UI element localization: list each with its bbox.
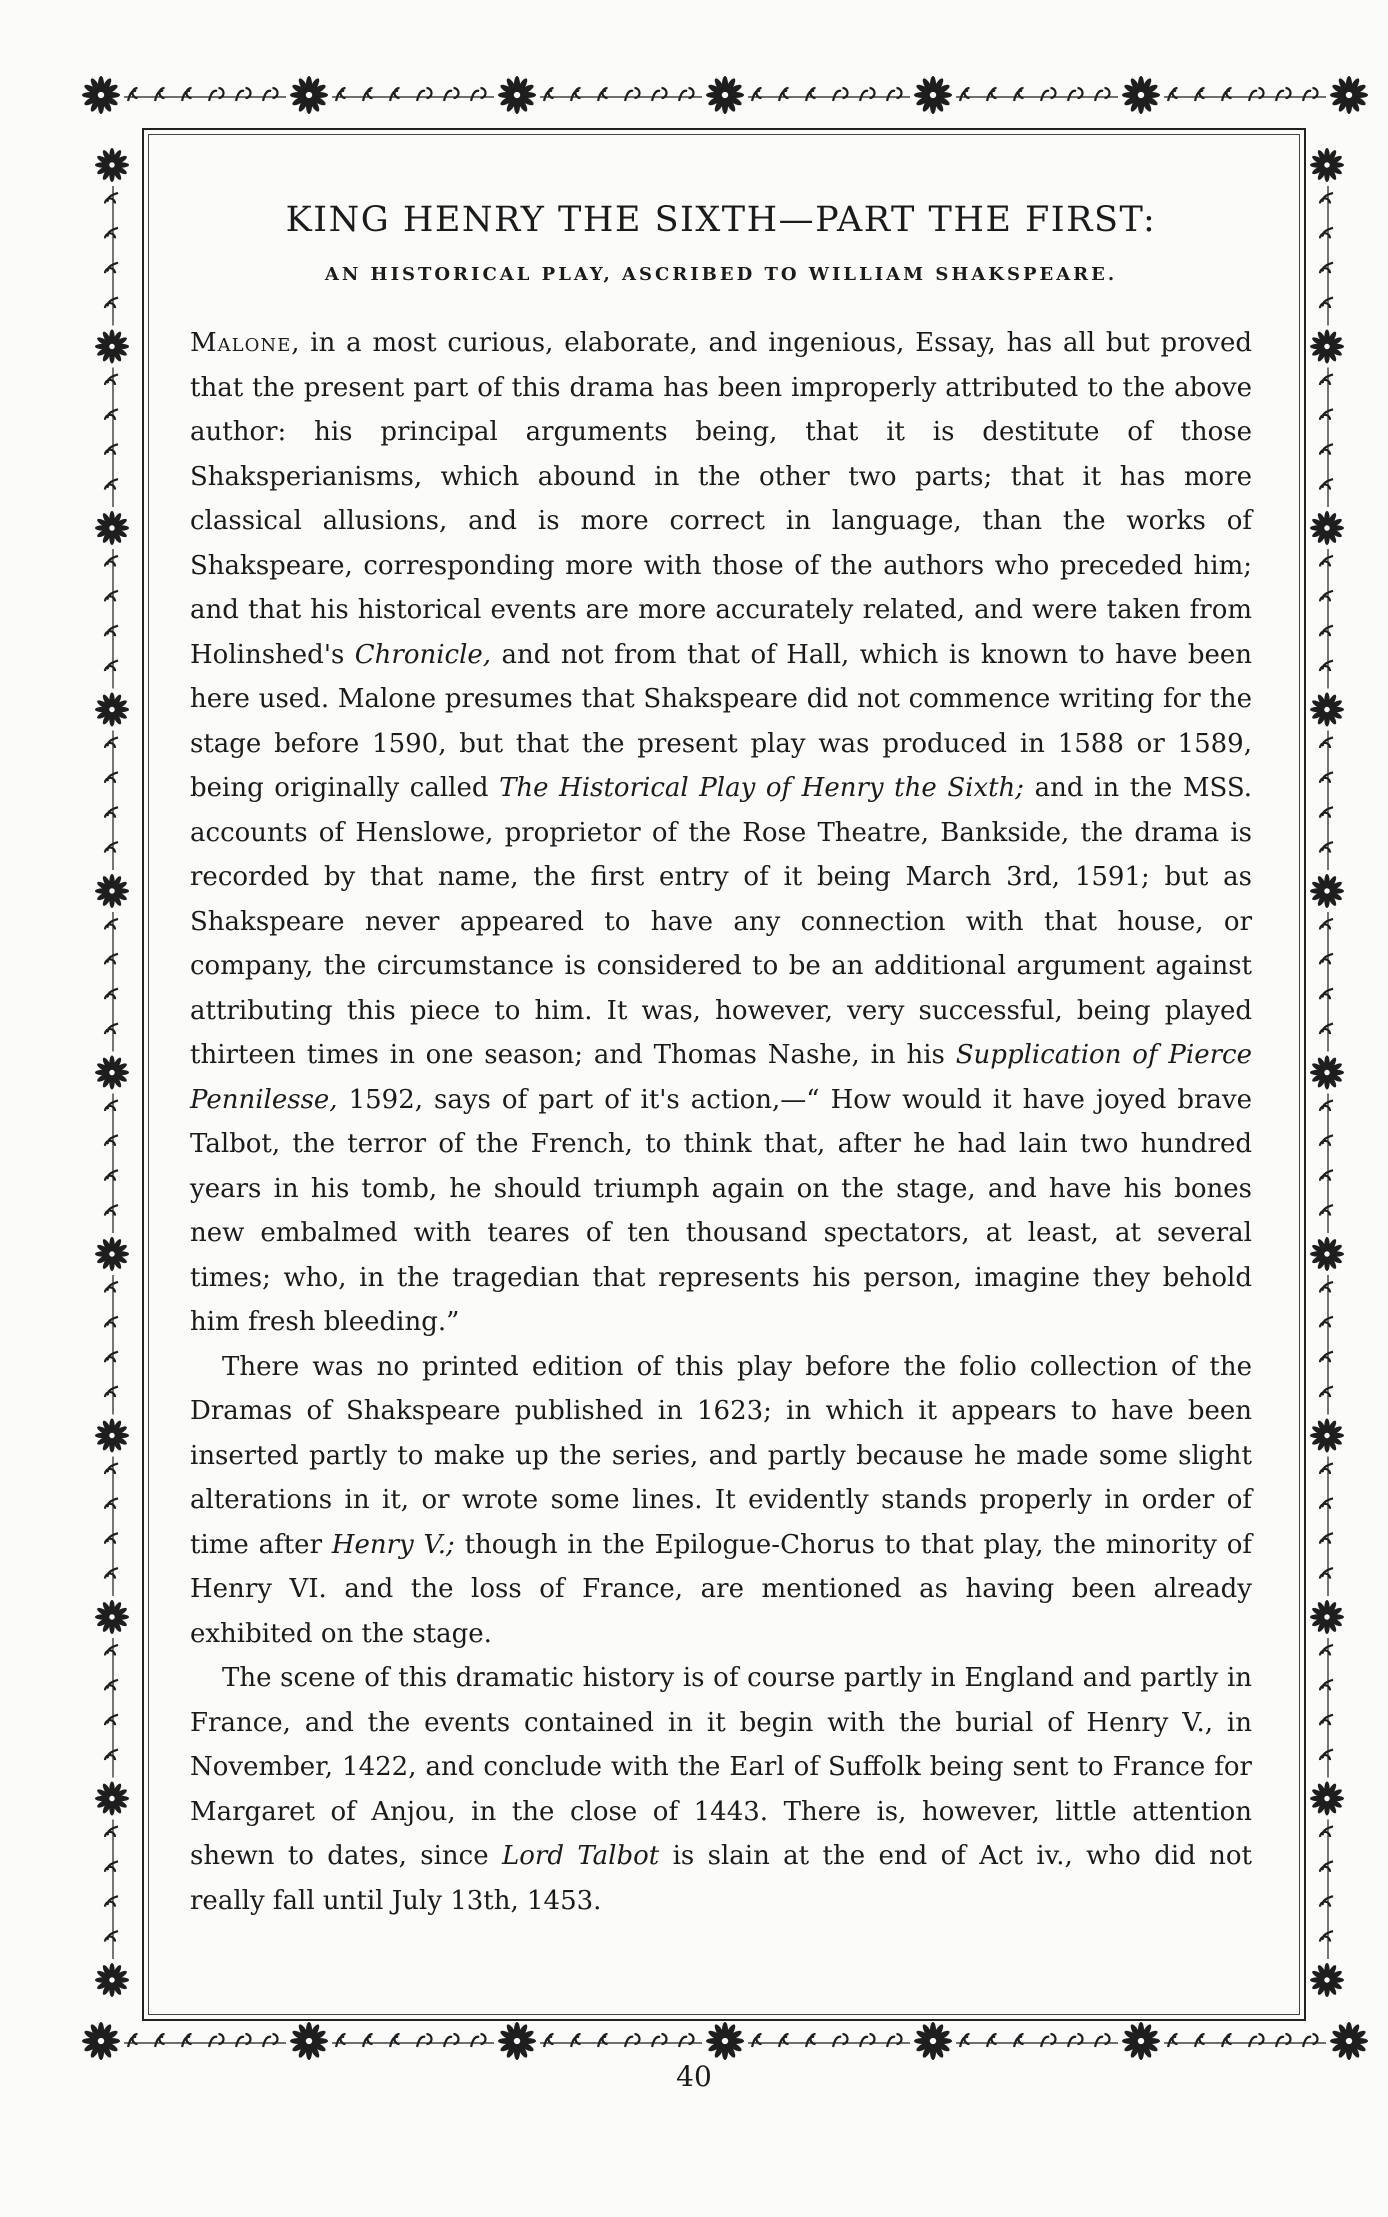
- rosette-ornament: [1310, 1419, 1344, 1453]
- rosette-ornament: [95, 511, 129, 545]
- page-number: 40: [676, 2060, 712, 2093]
- rosette-ornament: [1310, 1782, 1344, 1816]
- rosette-ornament: [1310, 1237, 1344, 1271]
- text-run: 1592, says of part of it's action,—“ How would it have joyed brave Talbot, the terror of the French, to think that, after he had lain two hundred years in his tomb, he should triumph again on the stage, and have his bones new embalmed with teares of ten thousand spectators, at least, at several times; who, in the tragedian that represents his person, imagine they behold him fresh bleeding.”: [190, 1084, 1252, 1337]
- rosette-ornament: [95, 693, 129, 727]
- scroll-ornament: [1164, 88, 1326, 101]
- rosette-ornament: [95, 1782, 129, 1816]
- rosette-ornament: [1310, 511, 1344, 545]
- rosette-ornament: [706, 76, 744, 114]
- scroll-ornament: [124, 88, 286, 101]
- rosette-ornament: [290, 76, 328, 114]
- rosette-ornament: [82, 76, 120, 114]
- text-run: The scene of this dramatic history is of course partly in England and partly in France, and the events contained in it begin with the burial of Henry V., in November, 1422, and conclude with the Earl of Suffolk being sent to France for Margaret of Anjou, in the close of 1443. There is, however, little attention shewn to dates, since: [190, 1663, 1252, 1871]
- rosette-ornament: [1122, 76, 1160, 114]
- paragraph-2: [190, 1345, 1252, 1657]
- rosette-ornament: [82, 2022, 120, 2060]
- rosette-ornament: [1310, 330, 1344, 364]
- scroll-ornament: [105, 186, 118, 326]
- scroll-ornament: [956, 88, 1118, 101]
- paragraph-3: [190, 1656, 1252, 1923]
- text-run: and in the MSS. accounts of Henslowe, proprietor of the Rose Theatre, Bankside, the drama is recorded by that name, the first entry of it being March 3rd, 1591; but as Shakspeare never appeared to have any connection with that house, or company, the circumstance is considered to be an additional argument against attributing this piece to him. It was, however, very successful, being played thirteen times in one season; and Thomas Nashe, in his: [190, 773, 1252, 1070]
- scroll-ornament: [105, 549, 118, 689]
- text-run: and not from that of Hall, which is known to have been here used. Malone presumes that Shakspeare did not commence writing for the stage before 1590, but that the present play was produced in 1588 or 1589, being originally called: [190, 639, 1253, 803]
- rosette-ornament: [498, 76, 536, 114]
- text-run: There was no printed edition of this play before the folio collection of the Dramas of Shakspeare published in 1623; in which it appears to have been inserted partly to make up the series, and partly because he made some slight alterations in it, or wrote some lines. It evidently stands properly in order of time after: [190, 1351, 1252, 1560]
- ornamental-border-right: [1307, 125, 1347, 2020]
- ornamental-border-bottom: [82, 2016, 1368, 2066]
- paragraph-1: [190, 321, 1252, 1345]
- rosette-ornament: [914, 2022, 952, 2060]
- rosette-ornament: [1310, 1056, 1344, 1090]
- rosette-ornament: [95, 1963, 129, 1997]
- text-run: though in the Epilogue-Chorus to that play, the minority of Henry VI. and the loss of France, are mentioned as having been already exhibited on the stage.: [190, 1529, 1252, 1649]
- rosette-ornament: [1122, 2022, 1160, 2060]
- rosette-ornament: [290, 2022, 328, 2060]
- text-run: is slain at the end of Act iv., who did not really fall until July 13th, 1453.: [190, 1841, 1252, 1916]
- scroll-ornament: [540, 2034, 702, 2047]
- scroll-ornament: [748, 88, 910, 101]
- rosette-ornament: [95, 1419, 129, 1453]
- italic-run: Chronicle,: [354, 639, 492, 670]
- rosette-ornament: [1310, 693, 1344, 727]
- scroll-ornament: [1164, 2034, 1326, 2047]
- italic-run: Supplication of Pierce Pennilesse,: [190, 1040, 1253, 1115]
- scroll-ornament: [1320, 1820, 1333, 1960]
- scroll-ornament: [1320, 186, 1333, 326]
- scroll-ornament: [105, 1457, 118, 1597]
- scroll-ornament: [748, 2034, 910, 2047]
- italic-run: Henry V.;: [331, 1529, 455, 1560]
- scroll-ornament: [332, 2034, 494, 2047]
- scroll-ornament: [1320, 731, 1333, 871]
- rosette-ornament: [95, 1600, 129, 1634]
- rosette-ornament: [706, 2022, 744, 2060]
- scroll-ornament: [1320, 1457, 1333, 1597]
- scroll-ornament: [105, 1094, 118, 1234]
- scroll-ornament: [1320, 912, 1333, 1052]
- ornamental-border-top: [82, 70, 1368, 120]
- text-run: , in a most curious, elaborate, and ingenious, Essay, has all but proved that the present part of this drama has been improperly attributed to the above author: his principal arguments being, that it is destitute of those Shaksperianisms, which abound in the other two parts; that it has more classical allusions, and is more correct in language, than the works of Shakspeare, corresponding more with those of the authors who preceded him; and that his historical events are more accurately related, and were taken from Holinshed's: [190, 328, 1252, 670]
- rosette-ornament: [1310, 1963, 1344, 1997]
- scroll-ornament: [332, 88, 494, 101]
- rosette-ornament: [95, 1056, 129, 1090]
- page-title: KING HENRY THE SIXTH—PART THE FIRST:: [285, 200, 1157, 240]
- italic-run: The Historical Play of Henry the Sixth;: [499, 773, 1025, 803]
- rosette-ornament: [95, 1237, 129, 1271]
- rosette-ornament: [498, 2022, 536, 2060]
- scroll-ornament: [105, 1820, 118, 1960]
- rosette-ornament: [1310, 1600, 1344, 1634]
- lead-word: Malone: [190, 328, 292, 358]
- scroll-ornament: [956, 2034, 1118, 2047]
- scroll-ornament: [105, 368, 118, 508]
- rosette-ornament: [1330, 76, 1368, 114]
- scroll-ornament: [1320, 368, 1333, 508]
- scroll-ornament: [1320, 1094, 1333, 1234]
- scroll-ornament: [105, 1275, 118, 1415]
- scroll-ornament: [105, 912, 118, 1052]
- rosette-ornament: [95, 148, 129, 182]
- rosette-ornament: [914, 76, 952, 114]
- scroll-ornament: [124, 2034, 286, 2047]
- scroll-ornament: [105, 731, 118, 871]
- rosette-ornament: [95, 874, 129, 908]
- scroll-ornament: [540, 88, 702, 101]
- italic-run: Lord Talbot: [501, 1841, 660, 1871]
- page-subtitle: AN HISTORICAL PLAY, ASCRIBED TO WILLIAM SHAKSPEARE.: [324, 264, 1118, 285]
- scroll-ornament: [1320, 549, 1333, 689]
- scroll-ornament: [105, 1638, 118, 1778]
- rosette-ornament: [95, 330, 129, 364]
- rosette-ornament: [1330, 2022, 1368, 2060]
- scroll-ornament: [1320, 1275, 1333, 1415]
- page-content: [190, 200, 1252, 1923]
- rosette-ornament: [1310, 148, 1344, 182]
- scroll-ornament: [1320, 1638, 1333, 1778]
- ornamental-border-left: [92, 125, 132, 2020]
- rosette-ornament: [1310, 874, 1344, 908]
